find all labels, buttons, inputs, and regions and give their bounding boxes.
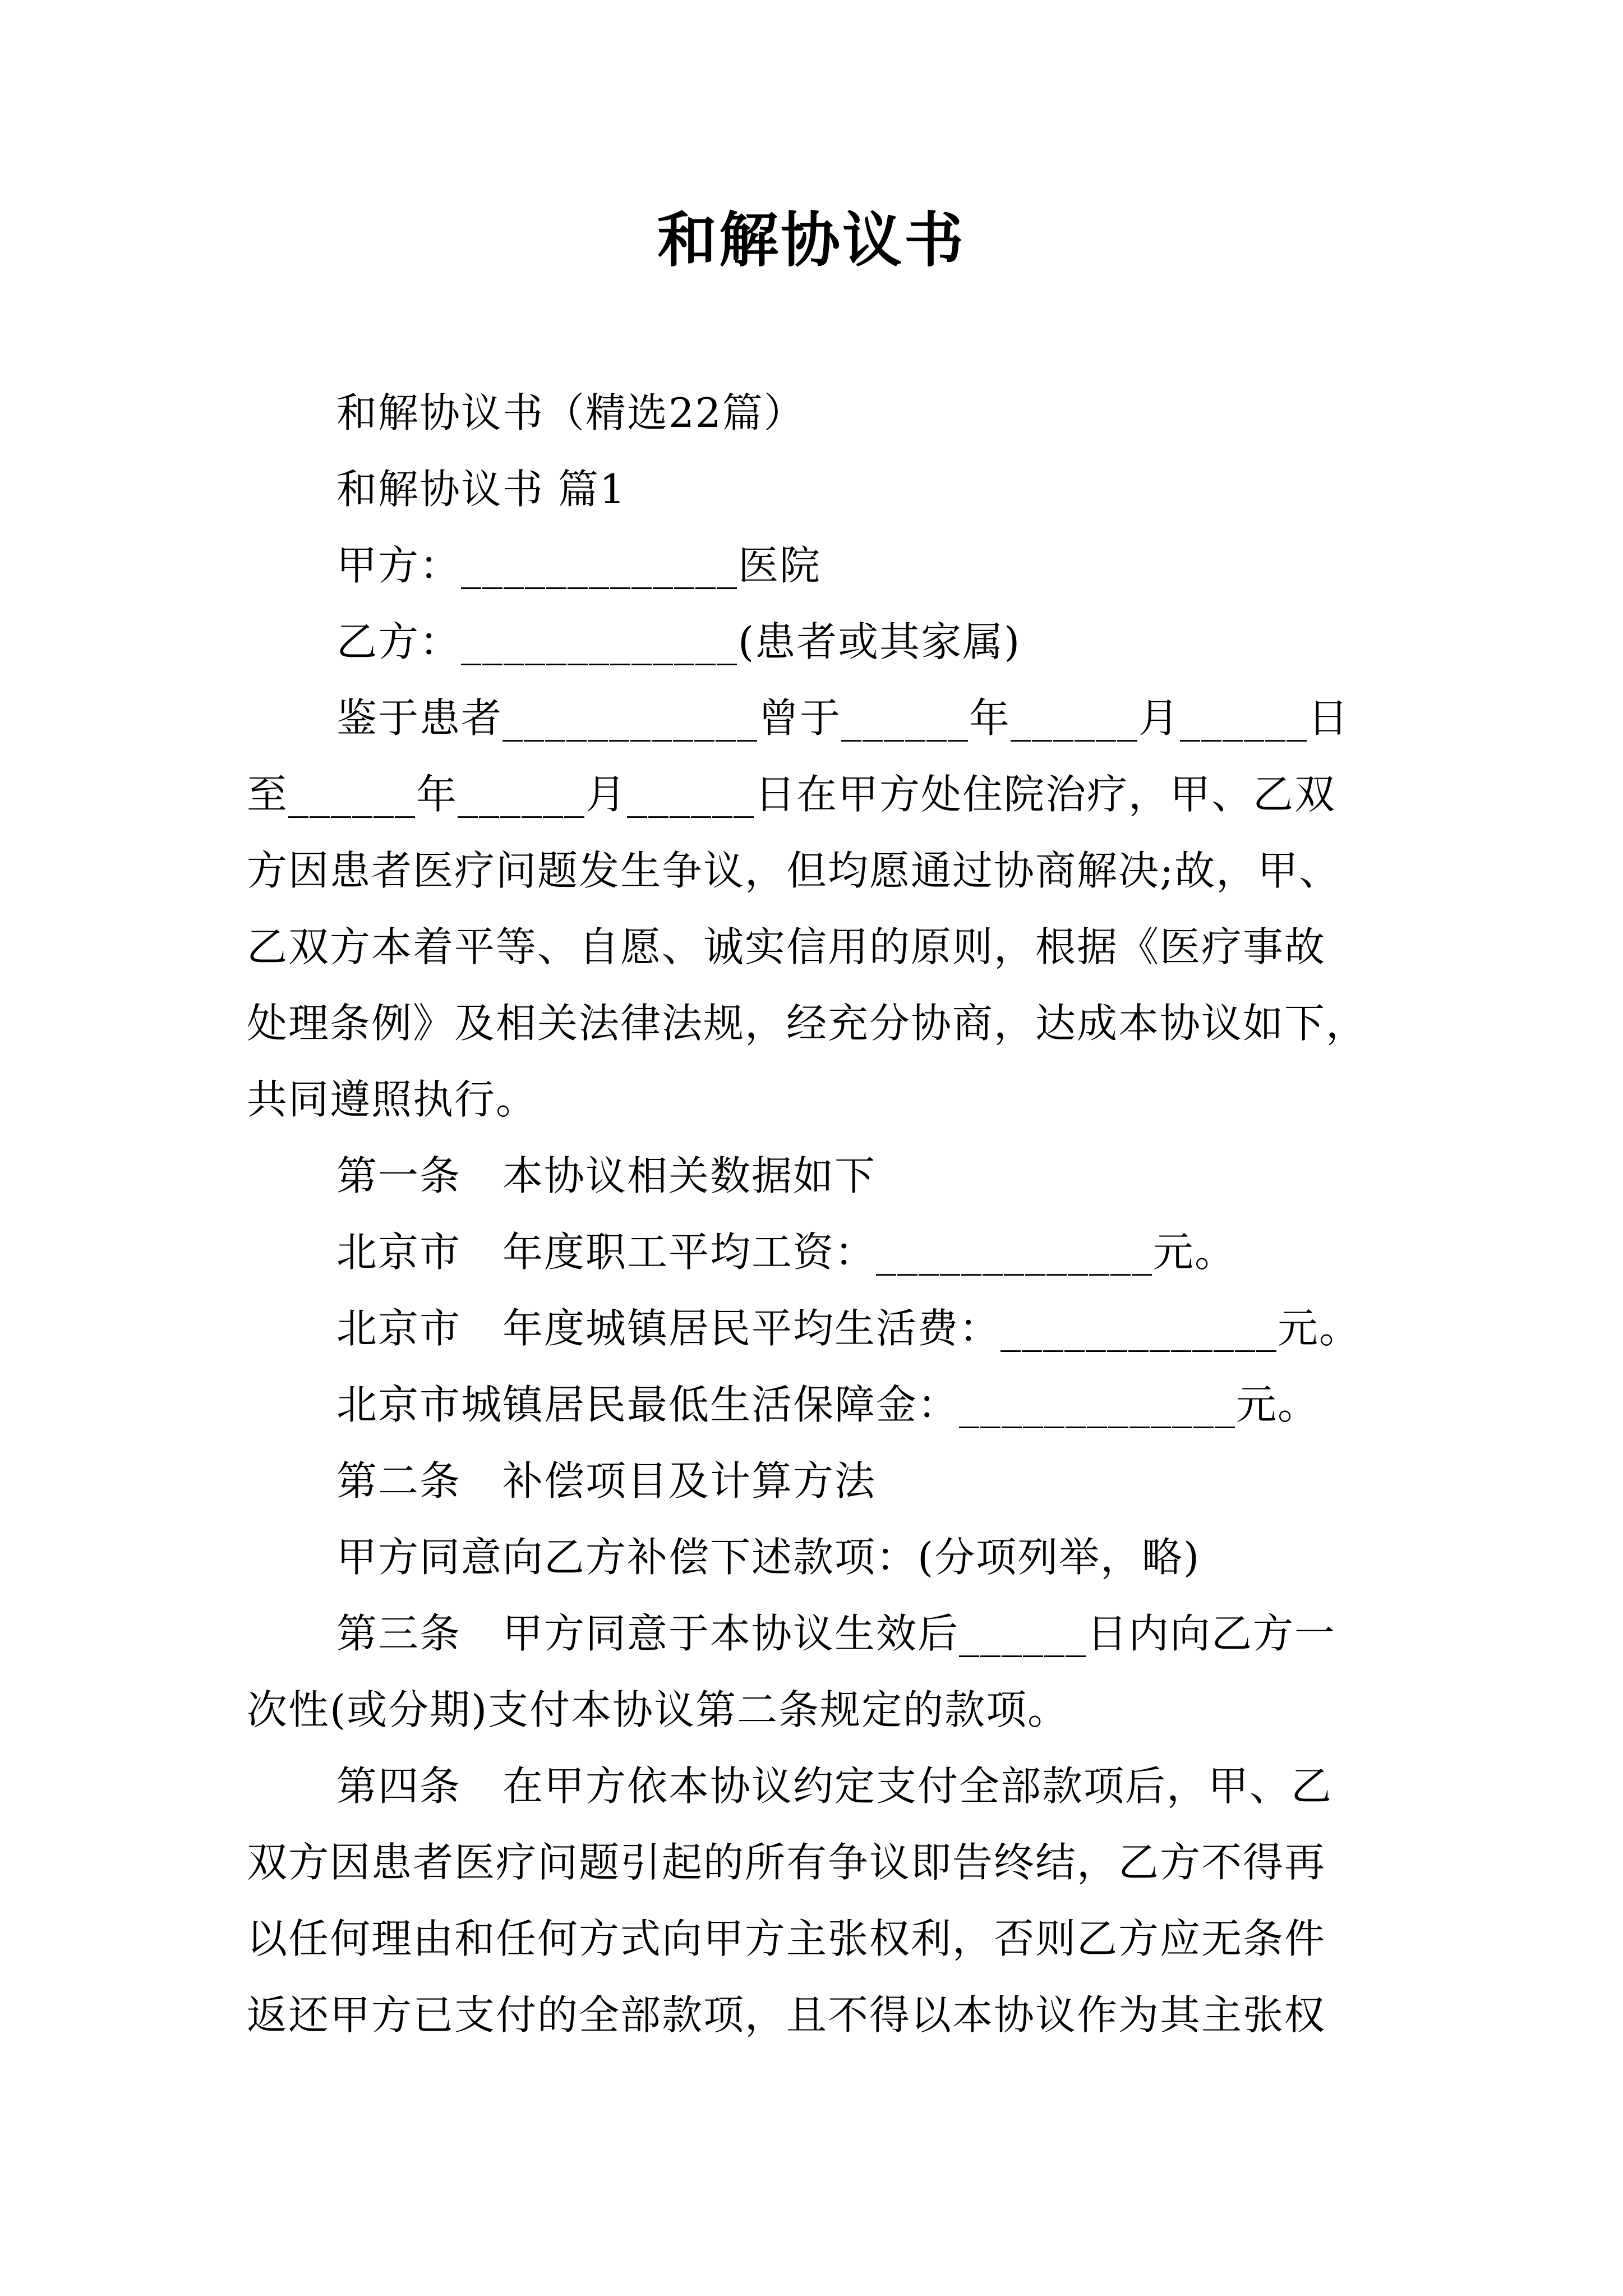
text-line: 第四条 在甲方依本协议约定支付全部款项后，甲、乙: [336, 1763, 1333, 1810]
text-line: 共同遵照执行。: [247, 1076, 538, 1123]
text-line: 以任何理由和任何方式向甲方主张权利，否则乙方应无条件: [247, 1915, 1326, 1962]
document-body: [247, 375, 1385, 2053]
text-line: 第二条 补偿项目及计算方法: [336, 1457, 877, 1504]
text-line: 甲方同意向乙方补偿下述款项：(分项列举，略): [336, 1534, 1201, 1581]
text-line: 第一条 本协议相关数据如下: [336, 1152, 877, 1199]
text-line: 北京市 年度城镇居民平均生活费：_____________元。: [336, 1305, 1361, 1352]
text-line: 处理条例》及相关法律法规，经充分协商，达成本协议如下，: [247, 1000, 1368, 1047]
text-line: 至______年______月______日在甲方处住院治疗，甲、乙双: [247, 771, 1336, 818]
text-line: 和解协议书（精选22篇）: [336, 389, 805, 436]
text-line: 双方因患者医疗问题引起的所有争议即告终结，乙方不得再: [247, 1839, 1326, 1886]
text-line: 乙方：_____________(患者或其家属): [336, 618, 1021, 665]
text-line: 次性(或分期)支付本协议第二条规定的款项。: [247, 1686, 1069, 1733]
text-line: 北京市城镇居民最低生活保障金：_____________元。: [336, 1381, 1320, 1428]
text-line: 和解协议书 篇1: [336, 466, 626, 513]
document-title: 和解协议书: [657, 205, 966, 275]
text-line: 乙双方本着平等、自愿、诚实信用的原则，根据《医疗事故: [247, 923, 1326, 970]
text-line: 鉴于患者____________曾于______年______月______日: [336, 694, 1350, 742]
text-line: 返还甲方已支付的全部款项，且不得以本协议作为其主张权: [247, 1991, 1326, 2039]
text-line: 甲方：_____________医院: [336, 542, 822, 589]
text-line: 北京市 年度职工平均工资：_____________元。: [336, 1228, 1237, 1276]
text-line: 方因患者医疗问题发生争议，但均愿通过协商解决;故，甲、: [247, 847, 1341, 894]
text-line: 第三条 甲方同意于本协议生效后______日内向乙方一: [336, 1610, 1336, 1657]
